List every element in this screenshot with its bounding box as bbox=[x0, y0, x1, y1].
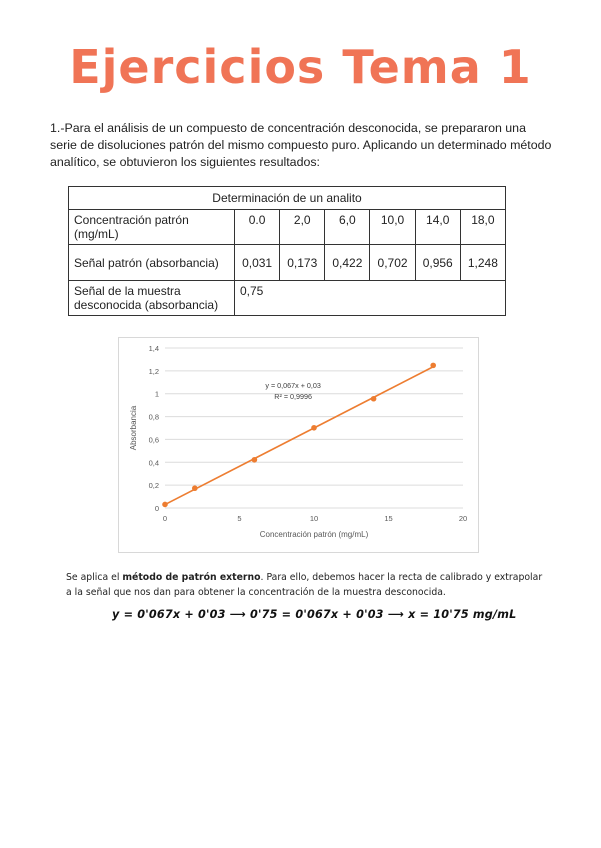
y-tick-label: 0,2 bbox=[148, 481, 159, 491]
x-tick-label: 0 bbox=[162, 514, 168, 523]
signal-value: 0,956 bbox=[415, 245, 460, 281]
conc-value: 6,0 bbox=[325, 210, 370, 245]
sample-label: Señal de la muestra desconocida (absorbancia) bbox=[69, 281, 235, 316]
method-explanation bbox=[66, 570, 546, 600]
signal-label: Señal patrón (absorbancia) bbox=[69, 245, 235, 281]
data-point bbox=[192, 485, 198, 491]
y-tick-label: 0,4 bbox=[148, 458, 159, 468]
conc-value: 18,0 bbox=[460, 210, 505, 245]
x-tick-label: 5 bbox=[237, 514, 242, 523]
signal-value: 0,173 bbox=[280, 245, 325, 281]
signal-value: 0,031 bbox=[235, 245, 280, 281]
y-tick-label: 0,8 bbox=[148, 412, 159, 422]
handwritten-solution: y = 0'067x + 0'03 ⟶ 0'75 = 0'067x + 0'03 ⟶ x = 10'75 mg/mL bbox=[112, 608, 517, 621]
y-tick-label: 1 bbox=[154, 389, 159, 399]
calibration-chart-svg bbox=[119, 338, 478, 552]
method-name: método de patrón externo bbox=[122, 572, 261, 583]
exercise-statement: 1.-Para el análisis de un compuesto de concentración desconocida, se prepararon una serie de disoluciones patrón del mismo compuesto puro. Aplicando un determinado método analítico, se obtuvieron los siguientes resultados: bbox=[50, 121, 552, 169]
trendline-equation: y = 0,067x + 0,03 bbox=[265, 381, 321, 390]
results-table bbox=[68, 186, 506, 316]
y-tick-label: 1,4 bbox=[148, 344, 159, 353]
conc-value: 0.0 bbox=[235, 210, 280, 245]
y-axis-label: Absorbancia bbox=[129, 405, 138, 451]
signal-value: 0,702 bbox=[370, 245, 415, 281]
data-point bbox=[162, 502, 168, 508]
conc-value: 2,0 bbox=[280, 210, 325, 245]
conc-label: Concentración patrón (mg/mL) bbox=[69, 210, 235, 245]
r-squared-label: R² = 0,9996 bbox=[274, 392, 313, 401]
x-tick-label: 15 bbox=[384, 514, 393, 523]
method-suffix: . Para ello, debemos hacer la recta de calibrado y extrapolar a la señal que nos dan para obtener la concentración de la muestra desconocida. bbox=[66, 572, 543, 598]
y-tick-label: 1,2 bbox=[148, 366, 159, 376]
calibration-chart bbox=[118, 337, 479, 553]
page-title: Ejercicios Tema 1 bbox=[69, 40, 532, 94]
table-caption: Determinación de un analito bbox=[69, 187, 506, 210]
data-point bbox=[371, 396, 377, 402]
data-point bbox=[252, 457, 258, 463]
x-tick-label: 20 bbox=[458, 514, 468, 523]
x-tick-label: 10 bbox=[309, 514, 319, 523]
conc-value: 10,0 bbox=[370, 210, 415, 245]
conc-value: 14,0 bbox=[415, 210, 460, 245]
signal-value: 1,248 bbox=[460, 245, 505, 281]
data-point bbox=[311, 425, 317, 431]
sample-value: 0,75 bbox=[235, 281, 506, 316]
x-axis-label: Concentración patrón (mg/mL) bbox=[259, 530, 369, 539]
signal-value: 0,422 bbox=[325, 245, 370, 281]
data-point bbox=[430, 363, 436, 369]
y-tick-label: 0 bbox=[154, 504, 159, 513]
y-tick-label: 0,6 bbox=[148, 435, 159, 445]
method-prefix: Se aplica el bbox=[66, 572, 123, 583]
